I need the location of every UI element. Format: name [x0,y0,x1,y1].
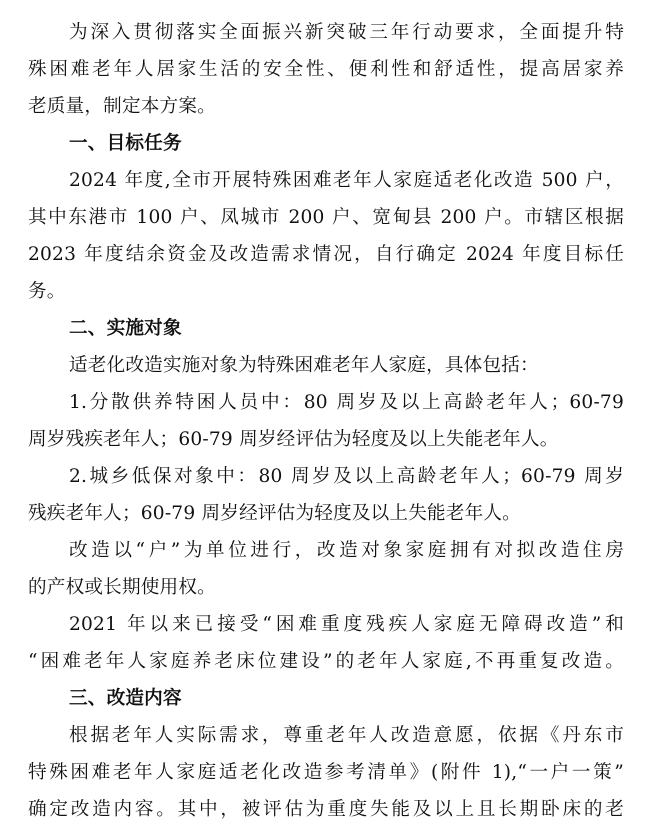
section-heading-subjects: 二、实施对象 [69,318,182,339]
section2-item1-line-2: 周岁残疾老年人；60-79 周岁经评估为轻度及以上失能老年人。 [28,429,559,450]
section1-line-3: 2023 年度结余资金及改造需求情况，自行确定 2024 年度目标任 [28,244,624,265]
section-heading-content: 三、改造内容 [69,688,182,709]
section1-line-1: 2024 年度,全市开展特殊困难老年人家庭适老化改造 500 户， [69,170,624,191]
section2-intro: 适老化改造实施对象为特殊困难老年人家庭，具体包括： [69,355,539,376]
section2-item2-line-2: 残疾老年人；60-79 周岁经评估为轻度及以上失能老年人。 [28,503,521,524]
section2-para4-line-1: 2021 年以来已接受“困难重度残疾人家庭无障碍改造”和 [69,614,624,635]
section2-para3-line-2: 的产权或长期使用权。 [28,577,216,598]
intro-line-2: 殊困难老年人居家生活的安全性、便利性和舒适性，提高居家养 [28,59,624,80]
section2-item2-line-1: 2.城乡低保对象中：80 周岁及以上高龄老年人；60-79 周岁 [69,466,624,487]
section3-line-1: 根据老年人实际需求，尊重老年人改造意愿，依据《丹东市 [69,725,624,746]
section1-line-2: 其中东港市 100 户、凤城市 200 户、宽甸县 200 户。市辖区根据 [28,207,624,228]
section2-para3-line-1: 改造以“户”为单位进行，改造对象家庭拥有对拟改造住房 [69,540,624,561]
intro-line-1: 为深入贯彻落实全面振兴新突破三年行动要求，全面提升特 [69,22,624,43]
section1-line-4: 务。 [28,281,66,302]
intro-line-3: 老质量，制定本方案。 [28,96,216,117]
section2-item1-line-1: 1.分散供养特困人员中：80 周岁及以上高龄老年人；60-79 [69,392,624,413]
section2-para4-line-2: “困难老年人家庭养老床位建设”的老年人家庭,不再重复改造。 [28,651,624,672]
section3-line-2: 特殊困难老年人家庭适老化改造参考清单》(附件 1),“一户一策” [28,762,624,783]
section3-line-3: 确定改造内容。其中，被评估为重度失能及以上且长期卧床的老 [28,799,624,820]
section-heading-targets: 一、目标任务 [69,133,182,154]
